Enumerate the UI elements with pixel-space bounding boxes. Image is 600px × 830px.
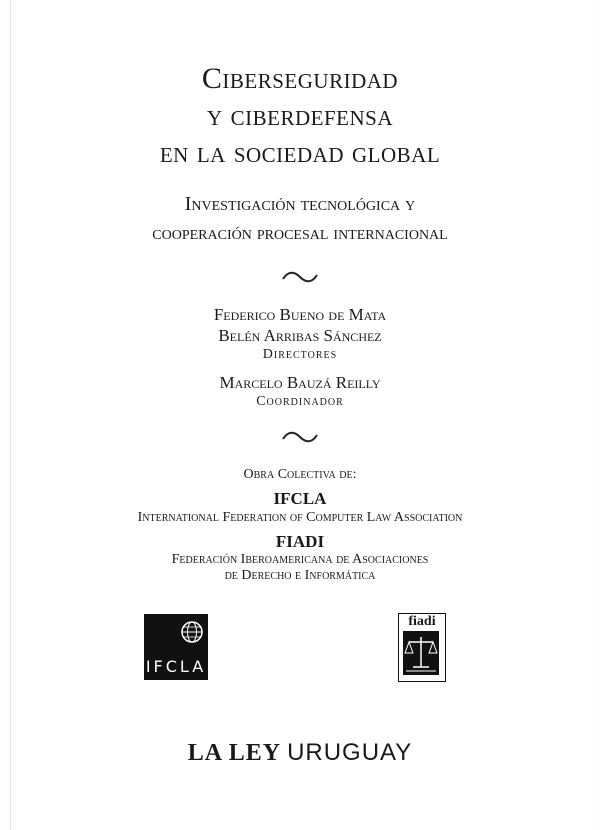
- publisher-region: URUGUAY: [287, 739, 413, 766]
- org-fiadi-name-2: de Derecho e Informática: [224, 568, 376, 583]
- ifcla-logo: [144, 614, 208, 680]
- coordinator-name: Marcelo Bauzá Reilly: [219, 373, 381, 392]
- org-ifcla-acronym: IFCLA: [273, 489, 327, 508]
- directors-role: Directores: [262, 347, 338, 362]
- title-line-3: en la sociedad global: [159, 136, 441, 169]
- publisher-imprint: [0, 738, 600, 768]
- subtitle-line-2: cooperación procesal internacional: [152, 222, 448, 244]
- fiadi-logo-panel: [403, 631, 439, 675]
- title-line-1: Ciberseguridad: [201, 62, 399, 95]
- publisher-brand: LA LEY: [187, 740, 282, 766]
- directors-block: [0, 304, 600, 364]
- org-fiadi-name-1: Federación Iberoamericana de Asociaciones: [171, 552, 429, 567]
- director-name-2: Belén Arribas Sánchez: [218, 326, 382, 345]
- subtitle-line-1: Investigación tecnológica y: [184, 193, 416, 215]
- coordinator-role: Coordinador: [256, 394, 344, 409]
- fiadi-logo-text: fiadi: [408, 614, 436, 629]
- collective-label: Obra Colectiva de:: [243, 467, 357, 482]
- org-ifcla-name: International Federation of Computer Law Association: [137, 510, 463, 525]
- swirl-ornament-icon: [0, 430, 600, 449]
- swirl-ornament-icon: [0, 270, 600, 289]
- scales-of-justice-icon: [403, 631, 439, 675]
- director-name-1: Federico Bueno de Mata: [213, 305, 387, 324]
- fiadi-logo: [398, 613, 446, 682]
- globe-icon: [180, 620, 204, 644]
- book-title: [0, 60, 600, 171]
- ifcla-logo-text: IFCLA: [145, 657, 207, 676]
- org-fiadi-acronym: FIADI: [275, 532, 325, 551]
- title-line-2: y ciberdefensa: [206, 99, 394, 132]
- coordinator-block: [0, 372, 600, 411]
- book-subtitle: [0, 190, 600, 248]
